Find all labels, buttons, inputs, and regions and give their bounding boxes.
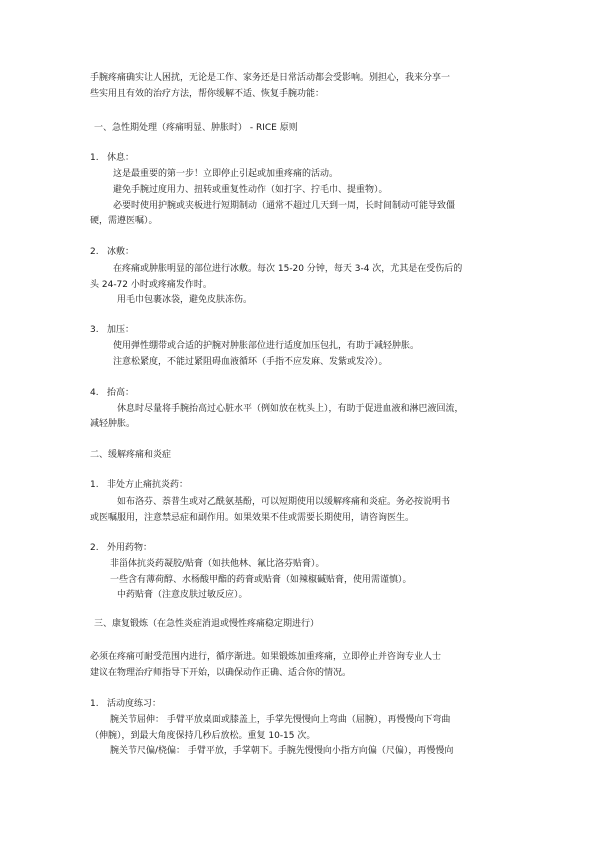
s2-item1-title: 非处方止痛抗炎药：	[107, 480, 189, 490]
s1-item4-line: 减轻肿胀。	[90, 419, 136, 429]
intro-line-1: 手腕疼痛确实让人困扰，无论是工作、家务还是日常活动都会受影响。别担心，我来分享一	[90, 73, 451, 83]
s2-item1-number: 1.	[90, 480, 99, 490]
s3-item1-line: 腕关节尺偏/桡偏： 手臂平放，手掌朝下。手腕先慢慢向小指方向偏（尺偏），再慢慢向	[110, 746, 454, 756]
s3-item1-line: （伸腕），到最大角度保持几秒后放松。重复 10-15 次。	[90, 731, 316, 741]
s2-item2-line: 中药贴膏（注意皮肤过敏反应）。	[117, 590, 248, 600]
s1-item1-line: 避免手腕过度用力、扭转或重复性动作（如打字、拧毛巾、提重物）。	[113, 185, 388, 195]
s1-item2-number: 2.	[90, 247, 99, 257]
s3-item1-title: 活动度练习：	[107, 699, 162, 709]
s2-item2-line: 非甾体抗炎药凝胶/贴膏（如扶他林、氟比洛芬贴膏）。	[110, 559, 325, 569]
s1-item4-title: 抬高：	[107, 388, 135, 398]
s1-item4-number: 4.	[90, 388, 99, 398]
s1-item1-line: 硬，需遵医嘱）。	[90, 216, 158, 226]
s1-item1-number: 1.	[90, 153, 99, 163]
s1-item1-line: 必要时使用护腕或夹板进行短期制动（通常不超过几天到一周，长时间制动可能导致僵	[113, 201, 456, 211]
s1-item3-number: 3.	[90, 325, 99, 335]
s1-item3-title: 加压：	[107, 325, 135, 335]
s1-item1-line: 这是最重要的第一步！立即停止引起或加重疼痛的活动。	[113, 169, 339, 179]
s1-item2-line: 头 24-72 小时或疼痛发作时。	[90, 280, 212, 290]
s2-item2-title: 外用药物：	[107, 543, 153, 553]
intro-line-2: 些实用且有效的治疗方法，帮你缓解不适、恢复手腕功能：	[90, 89, 325, 99]
s2-item2-line: 一些含有薄荷醇、水杨酸甲酯的药膏或贴膏（如辣椒碱贴膏，使用需谨慎）。	[110, 575, 412, 585]
section-1-heading: 一、急性期处理（疼痛明显、肿胀时） - RICE 原则	[94, 123, 298, 133]
s3-intro-line-2: 建议在物理治疗师指导下开始，以确保动作正确、适合你的情况。	[90, 668, 352, 678]
s1-item1-title: 休息：	[107, 153, 135, 163]
s2-item1-line: 或医嘱服用，注意禁忌症和副作用。如果效果不佳或需要长期使用，请咨询医生。	[90, 513, 415, 523]
s1-item4-line: 休息时尽量将手腕抬高过心脏水平（例如放在枕头上），有助于促进血液和淋巴液回流，	[117, 404, 464, 414]
s2-item2-number: 2.	[90, 543, 99, 553]
section-2-heading: 二、缓解疼痛和炎症	[90, 450, 172, 460]
s1-item2-line: 在疼痛或肿胀明显的部位进行冰敷。每次 15-20 分钟，每天 3-4 次，尤其是在受伤后的	[113, 264, 463, 274]
s1-item3-line: 注意松紧度，不能过紧阻碍血液循环（手指不应发麻、发紫或发冷）。	[113, 357, 388, 367]
s1-item3-line: 使用弹性绷带或合适的护腕对肿胀部位进行适度加压包扎，有助于减轻肿胀。	[113, 341, 420, 351]
s1-item2-line: 用毛巾包裹冰袋，避免皮肤冻伤。	[117, 295, 253, 305]
s3-item1-line: 腕关节屈伸： 手臂平放桌面或膝盖上，手掌先慢慢向上弯曲（屈腕），再慢慢向下弯曲	[110, 715, 451, 725]
s1-item2-title: 冰敷：	[107, 247, 135, 257]
s2-item1-line: 如布洛芬、萘普生或对乙酰氨基酚，可以短期使用以缓解疼痛和炎症。务必按说明书	[117, 497, 451, 507]
s3-intro-line-1: 必须在疼痛可耐受范围内进行，循序渐进。如果锻炼加重疼痛，立即停止并咨询专业人士	[90, 652, 442, 662]
s3-item1-number: 1.	[90, 699, 99, 709]
section-3-heading: 三、康复锻炼（在急性炎症消退或慢性疼痛稳定期进行）	[94, 619, 320, 629]
